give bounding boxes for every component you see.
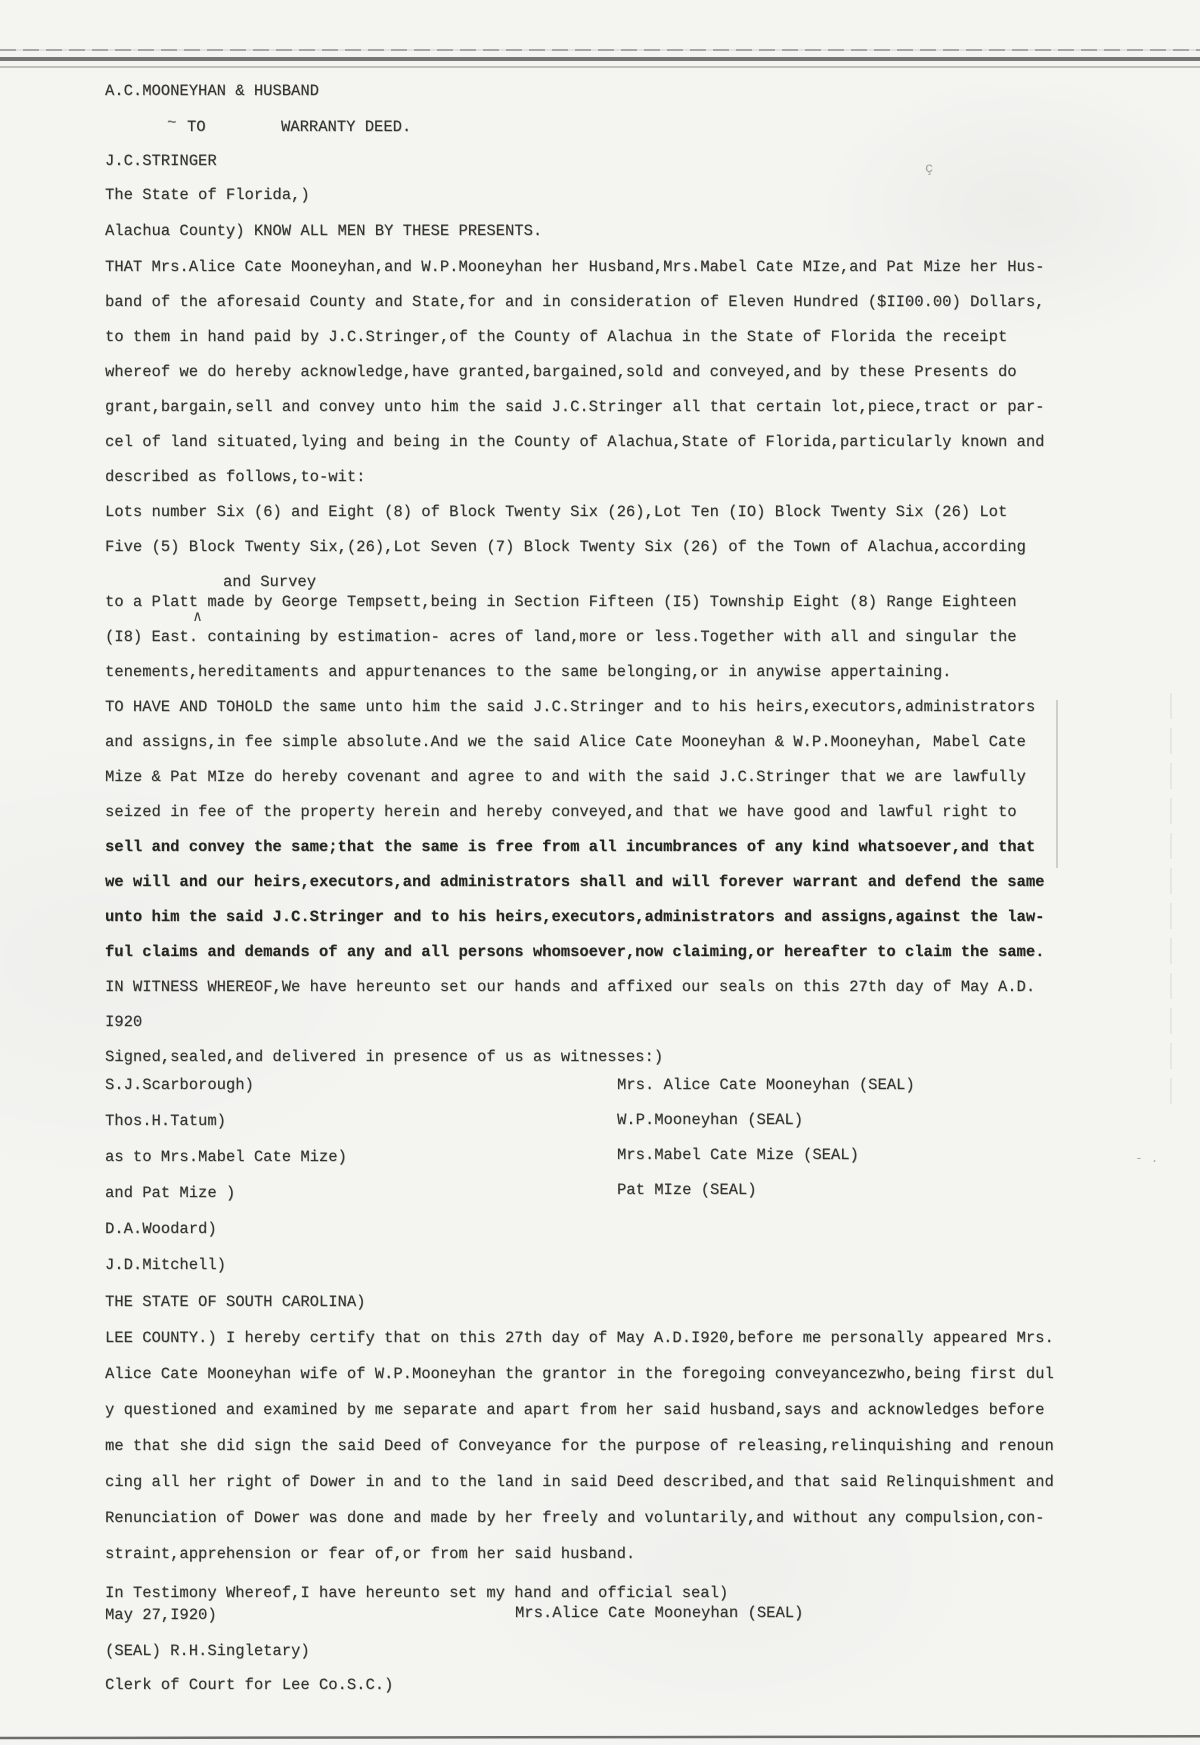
deed-body-line: ful claims and demands of any and all persons whomsoever,now claiming,or hereafter to claim the same. bbox=[105, 943, 1045, 961]
witness-signature-line: as to Mrs.Mabel Cate Mize) bbox=[105, 1148, 347, 1166]
svg-text:ç: ç bbox=[925, 161, 934, 177]
notary-line: me that she did sign the said Deed of Conveyance for the purpose of releasing,relinquishing and renoun bbox=[105, 1437, 1054, 1455]
witness-signature-line: S.J.Scarborough) bbox=[105, 1076, 254, 1094]
deed-body-line: sell and convey the same;that the same is free from all incumbrances of any kind whatsoever,and that bbox=[105, 838, 1036, 856]
grantor-seal-line: Mrs. Alice Cate Mooneyhan (SEAL) bbox=[617, 1076, 915, 1094]
witness-signature-line: Thos.H.Tatum) bbox=[105, 1112, 226, 1130]
county-caption-line: Alachua County) KNOW ALL MEN BY THESE PRESENTS. bbox=[105, 222, 543, 240]
deed-body-line: whereof we do hereby acknowledge,have granted,bargained,sold and conveyed,and by these Presents do bbox=[105, 363, 1017, 381]
deed-body-line: Signed,sealed,and delivered in presence of us as witnesses:) bbox=[105, 1048, 664, 1066]
deed-body-line: we will and our heirs,executors,and administrators shall and will forever warrant and defend the same bbox=[105, 873, 1045, 891]
scan-top-rule-thin bbox=[0, 49, 1200, 51]
witness-signature-line: D.A.Woodard) bbox=[105, 1220, 217, 1238]
notary-line: Alice Cate Mooneyhan wife of W.P.Mooneyhan the grantor in the foregoing conveyancezwho,being first dul bbox=[105, 1365, 1054, 1383]
clerk-title-line: Clerk of Court for Lee Co.S.C.) bbox=[105, 1676, 394, 1694]
deed-body-line: Mize & Pat MIze do hereby covenant and agree to and with the said J.C.Stringer that we are lawfully bbox=[105, 768, 1026, 786]
deed-body-line: TO HAVE AND TOHOLD the same unto him the said J.C.Stringer and to his heirs,executors,administrators bbox=[105, 698, 1036, 716]
deed-body-line: to them in hand paid by J.C.Stringer,of the County of Alachua in the State of Florida the receipt bbox=[105, 328, 1008, 346]
deed-body-line: THAT Mrs.Alice Cate Mooneyhan,and W.P.Mooneyhan her Husband,Mrs.Mabel Cate MIze,and Pat Mize her Hus- bbox=[105, 258, 1045, 276]
notary-line: straint,apprehension or fear of,or from her said husband. bbox=[105, 1545, 636, 1563]
interlineation-caret: ∧ bbox=[193, 609, 203, 626]
deed-body-line: (I8) East. containing by estimation- acres of land,more or less.Together with all and singular the bbox=[105, 628, 1017, 646]
svg-text:- .: - . bbox=[1135, 1151, 1159, 1166]
notary-line: Renunciation of Dower was done and made by her freely and voluntarily,and without any compulsion,con- bbox=[105, 1509, 1045, 1527]
deed-body-line: IN WITNESS WHEREOF,We have hereunto set our hands and affixed our seals on this 27th day of May A.D. bbox=[105, 978, 1036, 996]
deed-body-line: I920 bbox=[105, 1013, 143, 1031]
deed-body-line: and assigns,in fee simple absolute.And we the said Alice Cate Mooneyhan & W.P.Mooneyhan, Mabel Cate bbox=[105, 733, 1026, 751]
deed-body-line: Lots number Six (6) and Eight (8) of Block Twenty Six (26),Lot Ten (IO) Block Twenty Six (26) Lot bbox=[105, 503, 1008, 521]
caption-dash-mark: ~ bbox=[167, 114, 177, 132]
grantor-seal-line: Pat MIze (SEAL) bbox=[617, 1181, 757, 1199]
deed-body bbox=[105, 258, 1095, 1083]
notary-line: LEE COUNTY.) I hereby certify that on this 27th day of May A.D.I920,before me personally appeared Mrs. bbox=[105, 1329, 1054, 1347]
deed-body-line: unto him the said J.C.Stringer and to his heirs,executors,administrators and assigns,against the law- bbox=[105, 908, 1045, 926]
deed-body-line: described as follows,to-wit: bbox=[105, 468, 366, 486]
grantee-caption: J.C.STRINGER bbox=[105, 152, 217, 170]
witness-column bbox=[105, 1076, 347, 1292]
deed-body-line: to a Platt made by George Tempsett,being in Section Fifteen (I5) Township Eight (8) Range Eighteen bbox=[105, 593, 1017, 611]
deed-body-line: and Survey bbox=[223, 573, 317, 591]
to-label: TO bbox=[187, 118, 206, 136]
deed-body-line: grant,bargain,sell and convey unto him the said J.C.Stringer all that certain lot,piece,tract or par- bbox=[105, 398, 1045, 416]
deed-body-line: seized in fee of the property herein and hereby conveyed,and that we have good and lawful right to bbox=[105, 803, 1017, 821]
notary-line: THE STATE OF SOUTH CAROLINA) bbox=[105, 1293, 366, 1311]
deed-title: WARRANTY DEED. bbox=[281, 118, 412, 136]
clerk-seal-line: (SEAL) R.H.Singletary) bbox=[105, 1642, 310, 1660]
scan-top-rule-lower bbox=[0, 66, 1200, 68]
scan-top-rule-thick bbox=[0, 57, 1200, 61]
notary-seal-signature: Mrs.Alice Cate Mooneyhan (SEAL) bbox=[515, 1604, 804, 1622]
grantor-caption: A.C.MOONEYHAN & HUSBAND bbox=[105, 82, 319, 100]
grantor-seal-column bbox=[617, 1076, 915, 1216]
witness-signature-line: and Pat Mize ) bbox=[105, 1184, 236, 1202]
deed-body-line: band of the aforesaid County and State,for and in consideration of Eleven Hundred ($II00.00) Dollars, bbox=[105, 293, 1045, 311]
deed-body-line: tenements,hereditaments and appurtenances to the same belonging,or in anywise appertaining. bbox=[105, 663, 952, 681]
notary-acknowledgment bbox=[105, 1293, 1095, 1581]
notary-date-line: May 27,I920) bbox=[105, 1606, 217, 1624]
deed-body-line: cel of land situated,lying and being in the County of Alachua,State of Florida,particularly known and bbox=[105, 433, 1045, 451]
notary-line: cing all her right of Dower in and to the land in said Deed described,and that said Relinquishment and bbox=[105, 1473, 1054, 1491]
deed-body-line: Five (5) Block Twenty Six,(26),Lot Seven (7) Block Twenty Six (26) of the Town of Alachua,according bbox=[105, 538, 1026, 556]
state-caption-line: The State of Florida,) bbox=[105, 186, 310, 204]
testimony-line: In Testimony Whereof,I have hereunto set my hand and official seal) bbox=[105, 1584, 729, 1602]
grantor-seal-line: W.P.Mooneyhan (SEAL) bbox=[617, 1111, 804, 1129]
witness-signature-line: J.D.Mitchell) bbox=[105, 1256, 226, 1274]
grantor-seal-line: Mrs.Mabel Cate Mize (SEAL) bbox=[617, 1146, 859, 1164]
notary-line: y questioned and examined by me separate and apart from her said husband,says and acknowledges before bbox=[105, 1401, 1045, 1419]
